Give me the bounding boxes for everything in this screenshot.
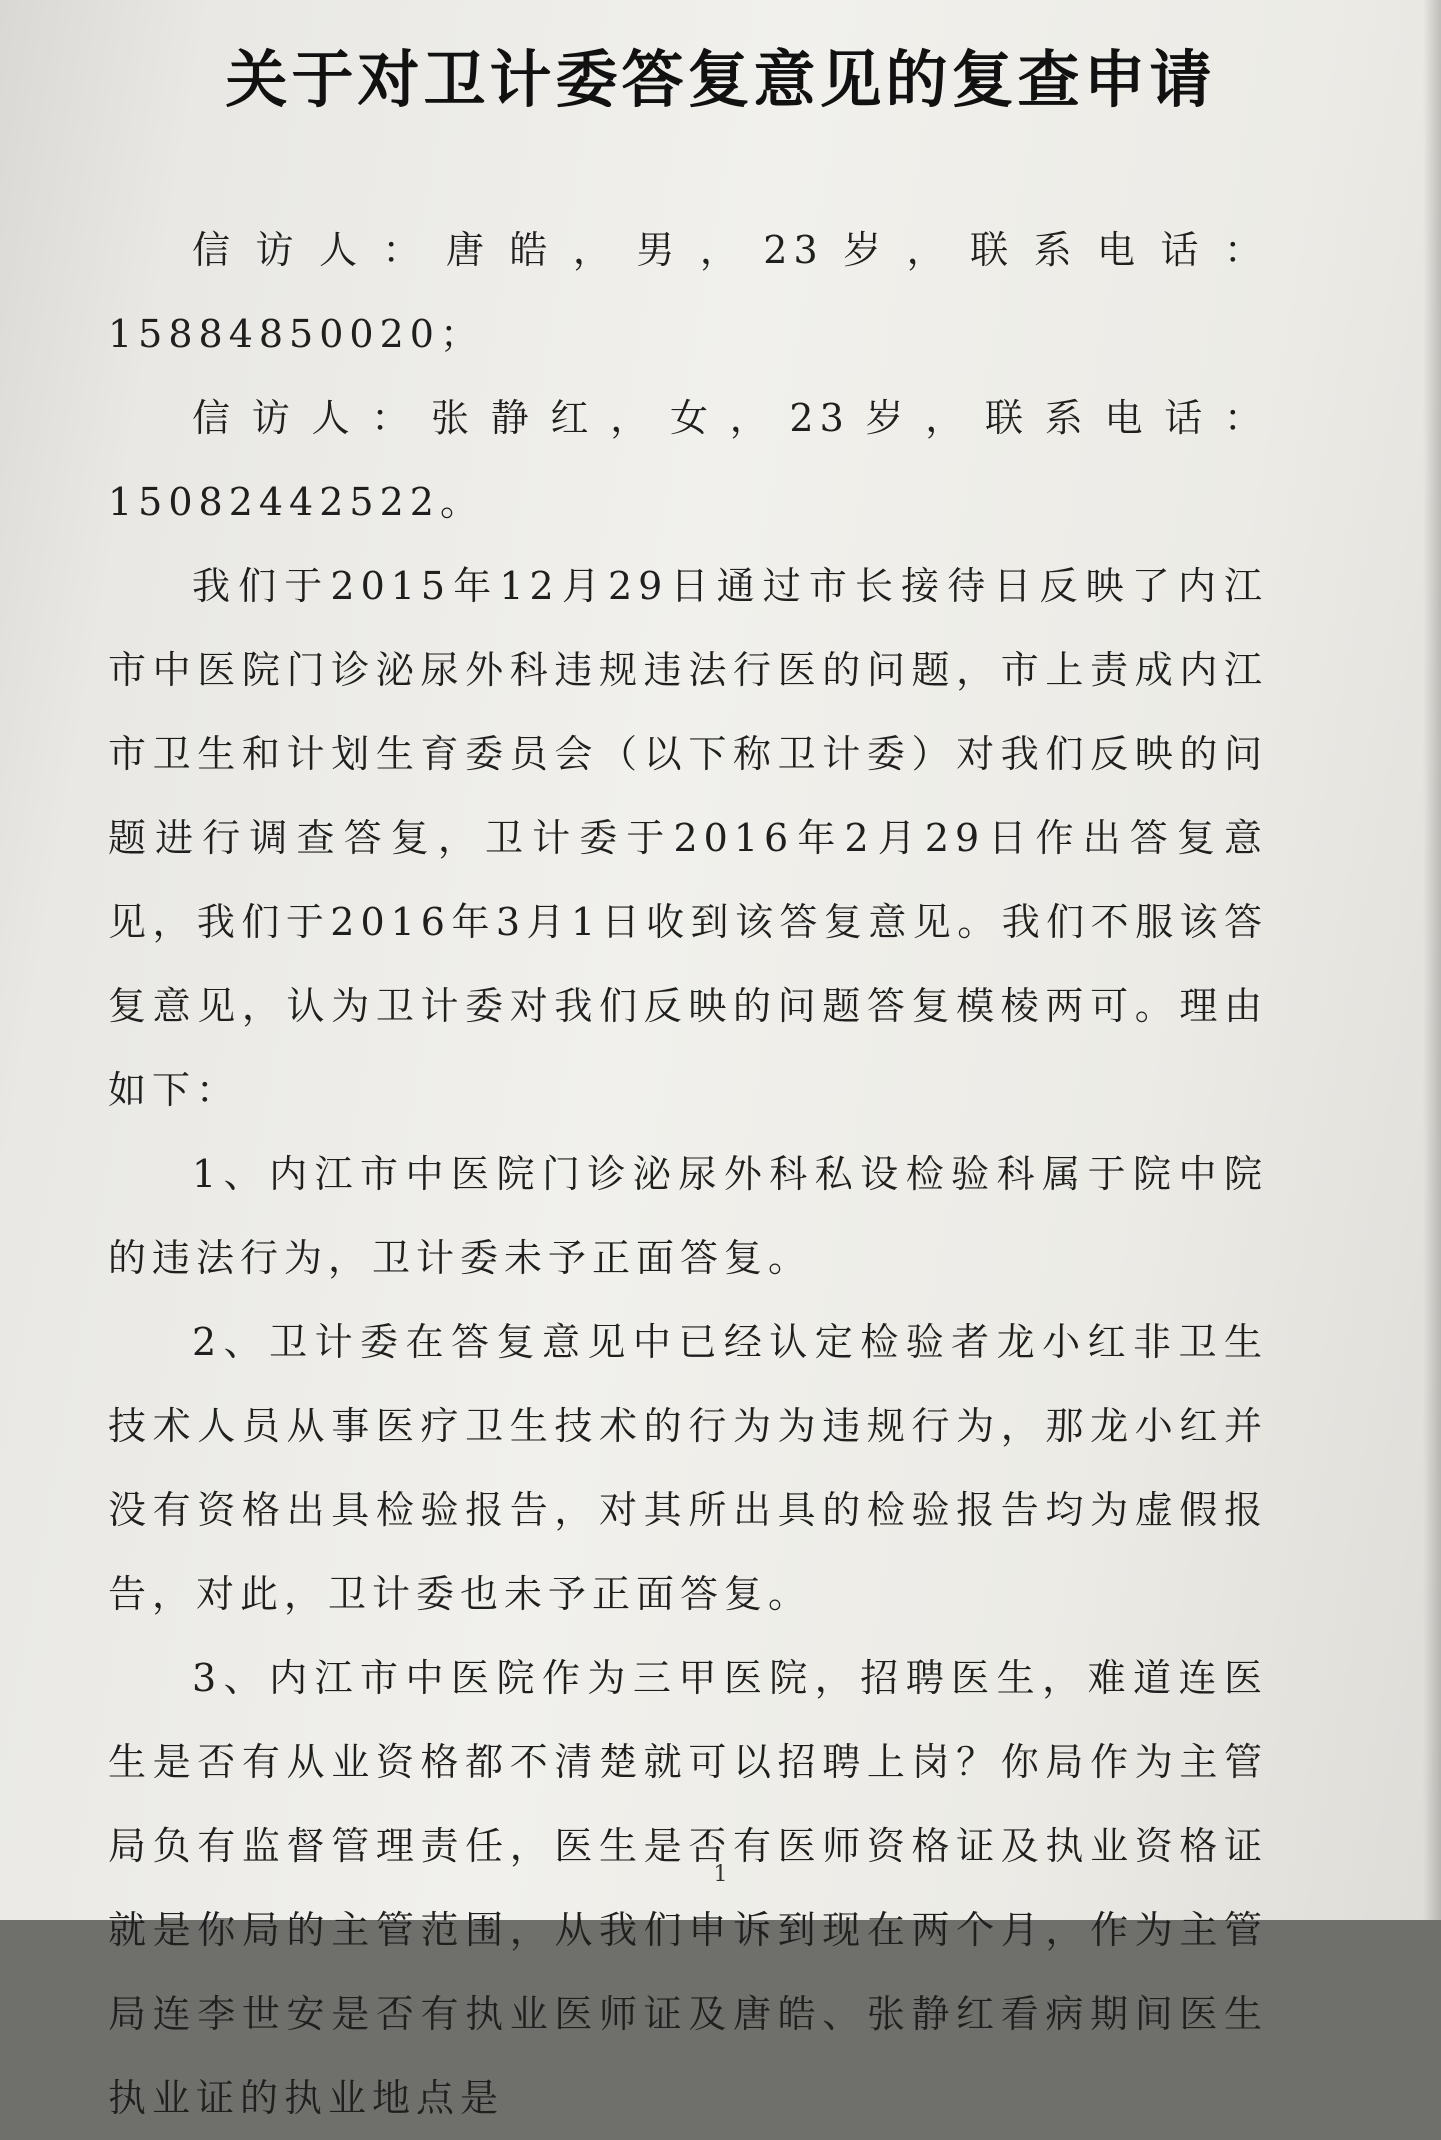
page-edge-shadow: [1423, 0, 1441, 1920]
reason-3-paragraph: 3、内江市中医院作为三甲医院，招聘医生，难道连医生是否有从业资格都不清楚就可以招聘上岗？你局作为主管局负有监督管理责任，医生是否有医师资格证及执业资格证就是你局的主管范围，从我们申诉到现在两个月，作为主管局连李世安是否有执业医师证及唐皓、张静红看病期间医生执业证的执业地点是: [108, 1656, 1268, 2120]
document-body: [108, 208, 1268, 2140]
petitioner-line-1: 信访人：唐皓，男，23岁，联系电话：15884850020；: [108, 228, 1268, 356]
petitioner-line-2: 信访人：张静红，女，23岁，联系电话：15082442522。: [108, 396, 1268, 524]
intro-paragraph: 我们于2015年12月29日通过市长接待日反映了内江市中医院门诊泌尿外科违规违法行医的问题，市上责成内江市卫生和计划生育委员会（以下称卫计委）对我们反映的问题进行调查答复，卫计委于2016年2月29日作出答复意见，我们于2016年3月1日收到该答复意见。我们不服该答复意见，认为卫计委对我们反映的问题答复模棱两可。理由如下：: [108, 564, 1268, 1112]
document-title: 关于对卫计委答复意见的复查申请: [225, 43, 1216, 116]
page-number: 1: [713, 1862, 728, 1887]
reason-1-paragraph: 1、内江市中医院门诊泌尿外科私设检验科属于院中院的违法行为，卫计委未予正面答复。: [108, 1152, 1268, 1280]
reason-2-paragraph: 2、卫计委在答复意见中已经认定检验者龙小红非卫生技术人员从事医疗卫生技术的行为为违规行为，那龙小红并没有资格出具检验报告，对其所出具的检验报告均为虚假报告，对此，卫计委也未予正面答复。: [108, 1320, 1268, 1616]
